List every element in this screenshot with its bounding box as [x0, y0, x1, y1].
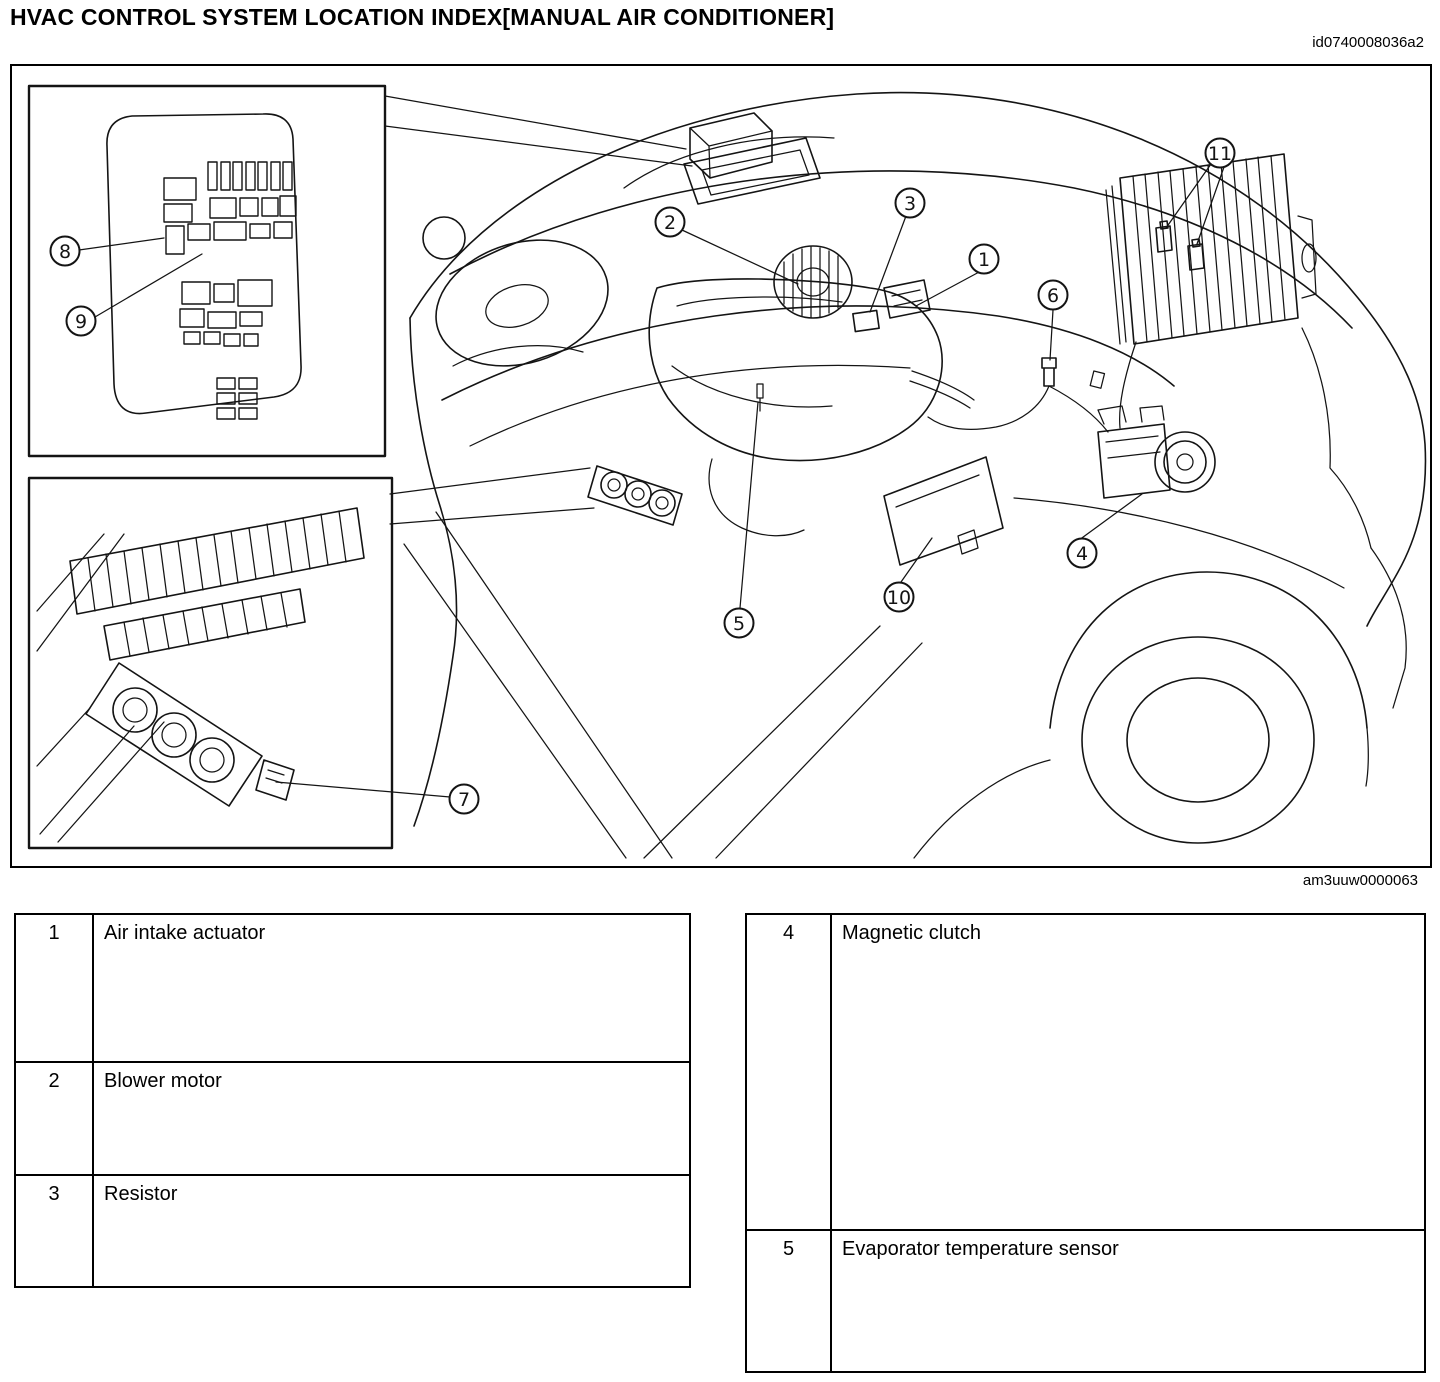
svg-text:10: 10 [886, 587, 912, 609]
svg-text:8: 8 [58, 241, 72, 263]
part-name: Resistor [93, 1175, 690, 1287]
svg-text:3: 3 [903, 193, 917, 215]
pressure-switch [928, 342, 1136, 432]
svg-text:1: 1 [977, 249, 991, 271]
location-diagram [12, 66, 1430, 866]
relay-box [690, 113, 772, 178]
figure-id: am3uuw0000063 [1302, 872, 1418, 889]
svg-text:2: 2 [663, 212, 677, 234]
part-number: 5 [746, 1230, 831, 1372]
callout-2 [656, 208, 685, 237]
part-number: 2 [15, 1062, 93, 1175]
front-wheel [1050, 572, 1367, 843]
callout-leader-lines [79, 164, 1224, 797]
page-title: HVAC CONTROL SYSTEM LOCATION INDEX[MANUAL AIR CONDITIONER] [10, 4, 835, 30]
callout-8 [51, 237, 80, 266]
inset1-link-lines [385, 96, 692, 166]
control-panel-connector [256, 760, 294, 800]
location-diagram-frame [10, 64, 1432, 868]
compressor-magnetic-clutch [1098, 406, 1215, 498]
parts-table-left [14, 913, 691, 1288]
inset2-link-lines [390, 468, 594, 524]
svg-text:7: 7 [457, 789, 471, 811]
svg-text:9: 9 [74, 311, 88, 333]
callout-10 [885, 583, 914, 612]
condenser-sensors [1156, 221, 1204, 270]
part-number: 3 [15, 1175, 93, 1287]
table-row [746, 1230, 1425, 1372]
control-panel-knobs [86, 663, 262, 806]
callout-4 [1068, 539, 1097, 568]
resistor [853, 310, 879, 331]
table-row [746, 914, 1425, 1230]
part-name: Magnetic clutch [831, 914, 1425, 1230]
svg-text:11: 11 [1207, 143, 1233, 165]
table-row [15, 1062, 690, 1175]
steering-wheel [420, 217, 623, 386]
document-id: id0740008036a2 [1312, 34, 1424, 51]
part-number: 1 [15, 914, 93, 1062]
callout-7 [450, 785, 479, 814]
callout-6 [1039, 281, 1068, 310]
callout-9 [67, 307, 96, 336]
parts-table-right [745, 913, 1426, 1373]
part-number: 4 [746, 914, 831, 1230]
svg-text:6: 6 [1046, 285, 1060, 307]
fuse-box-inset [29, 86, 692, 456]
callout-1 [970, 245, 999, 274]
part-name: Air intake actuator [93, 914, 690, 1062]
glove-box-panel [884, 457, 1003, 565]
table-row [15, 914, 690, 1062]
part-name: Blower motor [93, 1062, 690, 1175]
callout-11 [1206, 139, 1235, 168]
part-name: Evaporator temperature sensor [831, 1230, 1425, 1372]
svg-text:4: 4 [1075, 543, 1089, 565]
climate-control-unit [588, 466, 682, 525]
condenser [1106, 154, 1316, 344]
control-panel-inset [29, 468, 594, 848]
callout-3 [896, 189, 925, 218]
svg-text:5: 5 [732, 613, 746, 635]
callout-5 [725, 609, 754, 638]
hvac-unit [649, 138, 974, 536]
table-row [15, 1175, 690, 1287]
fuse-grid [164, 162, 296, 419]
